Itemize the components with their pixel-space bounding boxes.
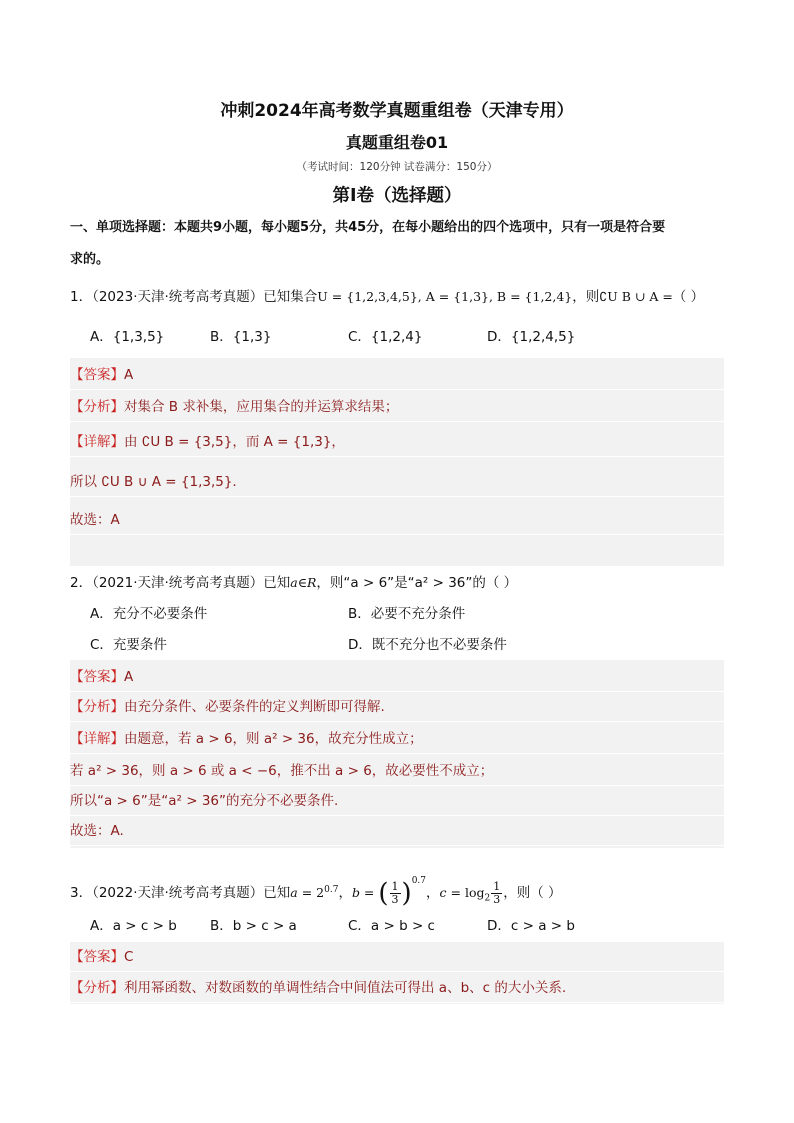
q3-expr-a: $a = 2^{0.7}$ <box>290 884 339 900</box>
q3-analysis: 【分析】利用幂函数、对数函数的单调性结合中间值法可得出 a、b、c 的大小关系. <box>70 973 724 1003</box>
question-1-prefix: 1．（2023·天津·统考高考真题）已知集合 <box>70 289 318 305</box>
question-2 <box>70 573 730 593</box>
question-1-mid: ，则 <box>572 289 600 305</box>
q3-option-a: A．a > c > b <box>90 918 177 934</box>
question-3-prefix: 3．（2022·天津·统考高考真题）已知 <box>70 885 291 901</box>
q2-option-b: B．必要不充分条件 <box>348 606 466 622</box>
q1-detail: 【详解】由 ∁U B = {3,5}，而 A = {1,3}， <box>70 427 724 457</box>
question-3: 3．（2022·天津·统考高考真题）已知$a = 2^{0.7}$，b = ( $\frac{1}{3}$ )$^{0.7}$，$c = \log_2$ $\frac{1}{3}$ ，则（ ） <box>70 876 562 909</box>
question-3-suffix: ，则（ ） <box>503 885 562 901</box>
question-1-math-sets: U = {1,2,3,4,5}, A = {1,3}, B = {1,2,4} <box>317 289 573 304</box>
q1-choice: 故选：A <box>70 505 724 535</box>
q1-option-c: C．{1,2,4} <box>348 329 423 345</box>
exam-title: 冲刺2024年高考数学真题重组卷（天津专用） <box>220 101 574 121</box>
question-1-suffix: （ ） <box>672 289 705 305</box>
q2-choice: 故选：A. <box>70 816 724 846</box>
question-2-suffix: ，则“a > 6”是“a² > 36”的（ ） <box>316 575 518 591</box>
question-1 <box>70 287 730 307</box>
q3-option-c: C．a > b > c <box>348 918 435 934</box>
q2-detail-3: 所以“a > 6”是“a² > 36”的充分不必要条件. <box>70 786 724 816</box>
exam-subtitle: 真题重组卷01 <box>345 133 449 152</box>
q3-option-d: D．c > a > b <box>487 918 575 934</box>
q2-option-a: A．充分不必要条件 <box>90 606 208 622</box>
question-2-prefix: 2．（2021·天津·统考高考真题）已知 <box>70 575 291 591</box>
q1-answer: 【答案】A <box>70 360 724 390</box>
q2-detail: 【详解】由题意，若 a > 6，则 a² > 36，故充分性成立； <box>70 724 724 754</box>
q2-option-d: D．既不充分也不必要条件 <box>348 637 507 653</box>
q3-expr-b: b = ( $\frac{1}{3}$ )$^{0.7}$ <box>351 876 427 909</box>
section-title: 第I卷（选择题） <box>332 186 462 206</box>
q1-option-b: B．{1,3} <box>210 329 272 345</box>
q1-analysis: 【分析】对集合 B 求补集，应用集合的并运算求结果； <box>70 392 724 422</box>
q2-answer: 【答案】A <box>70 662 724 692</box>
q3-option-b: B．b > c > a <box>210 918 297 934</box>
exam-info: （考试时间：120分钟 试卷满分：150分） <box>296 161 498 173</box>
q1-option-d: D．{1,2,4,5} <box>487 329 576 345</box>
q1-option-a: A．{1,3,5} <box>90 329 165 345</box>
intro-line-2: 求的。 <box>70 252 110 267</box>
question-1-math-expr: ∁U B ∪ A = <box>599 289 673 304</box>
intro-line-1: 一、单项选择题：本题共9小题，每小题5分，共45分，在每小题给出的四个选项中，只有一项是符合要 <box>70 220 666 235</box>
question-2-math: a∈R <box>290 575 317 590</box>
q1-detail-2: 所以 ∁U B ∪ A = {1,3,5}. <box>70 467 724 497</box>
q2-detail-2: 若 a² > 36，则 a > 6 或 a < −6，推不出 a > 6，故必要性不成立； <box>70 756 724 786</box>
q2-option-c: C．充要条件 <box>90 637 167 653</box>
q2-analysis: 【分析】由充分条件、必要条件的定义判断即可得解. <box>70 692 724 722</box>
q3-expr-c: $c = \log_2$ $\frac{1}{3}$ <box>439 880 501 906</box>
q3-answer: 【答案】C <box>70 942 724 972</box>
